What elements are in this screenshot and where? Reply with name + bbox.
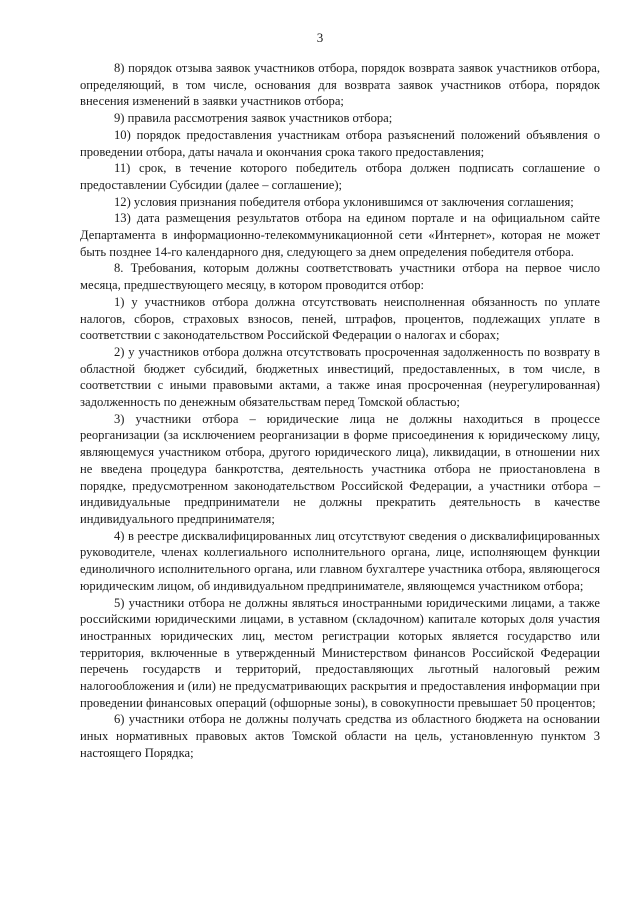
paragraph-requirement-6-other-funds: 6) участники отбора не должны получать средства из областного бюджета на основании иных нормативных правовых актов Томской области на цель, установленную пунктом 3 настоящего Порядка; [80, 712, 600, 760]
paragraph-item-8-withdrawal: 8) порядок отзыва заявок участников отбора, порядок возврата заявок участников отбора, определяющий, в том числе, основания для возврата заявок участников отбора, порядок внесения изменений в заявки участников отбора; [80, 61, 600, 109]
paragraph-item-13-results-date: 13) дата размещения результатов отбора на едином портале и на официальном сайте Департамента в информационно-телекоммуникационной сети «Интернет», которая не может быть позднее 14-го календарного дня, следующего за днем определения победителя отбора. [80, 211, 600, 259]
paragraph-requirement-2-debts: 2) у участников отбора должна отсутствовать просроченная задолженность по возврату в областной бюджет субсидий, бюджетных инвестиций, предоставленных, в том числе, в соответствии с иными правовыми актами, а также иная просроченная (неурегулированная) задолженность по денежным обязательствам перед Томской областью; [80, 344, 600, 410]
page-number: 3 [316, 30, 324, 45]
paragraph-item-9-review-rules: 9) правила рассмотрения заявок участников отбора; [114, 111, 393, 126]
paragraph-requirement-3-reorganization: 3) участники отбора – юридические лица не должны находиться в процессе реорганизации (за исключением реорганизации в форме присоединения к юридическому лицу, являющемуся участником отбора, другого юридического лица), ликвидации, в отношении них не введена процедура банкротства, деятельность участника отбора не приостановлена в порядке, предусмотренном законодательством Российской Федерации, а участники отбора – индивидуальные предприниматели не должны прекратить деятельность в качестве индивидуального предпринимателя; [80, 411, 600, 526]
paragraph-requirement-1-taxes: 1) у участников отбора должна отсутствовать неисполненная обязанность по уплате налогов, сборов, страховых взносов, пеней, штрафов, процентов, подлежащих уплате в соответствии с законодательством Российской Федерации о налогах и сборах; [80, 294, 600, 343]
paragraph-item-10-clarifications: 10) порядок предоставления участникам отбора разъяснений положений объявления о проведении отбора, даты начала и окончания срока такого предоставления; [80, 127, 600, 159]
paragraph-item-12-evasion: 12) условия признания победителя отбора уклонившимся от заключения соглашения; [114, 194, 574, 209]
paragraph-requirement-4-disqualified: 4) в реестре дисквалифицированных лиц отсутствуют сведения о дисквалифицированных руководителе, членах коллегиального исполнительного органа, лице, исполняющем функции единоличного исполнительного органа, или главном бухгалтере участника отбора, являющегося юридическим лицом, об индивидуальном предпринимателе, являющемся участником отбора; [80, 528, 600, 593]
document-body [80, 60, 600, 762]
paragraph-section-8-requirements: 8. Требования, которым должны соответствовать участники отбора на первое число месяца, предшествующего месяцу, в котором проводится отбор: [80, 261, 600, 293]
paragraph-item-11-agreement-term: 11) срок, в течение которого победитель отбора должен подписать соглашение о предоставлении Субсидии (далее – соглашение); [80, 161, 600, 192]
paragraph-requirement-5-foreign: 5) участники отбора не должны являться иностранными юридическими лицами, а также российскими юридическими лицами, в уставном (складочном) капитале которых доля участия иностранных юридических лиц, местом регистрации которых является государство или территория, включенные в утвержденный Министерством финансов Российской Федерации перечень государств и территорий, предоставляющих льготный налоговый режим налогообложения и (или) не предусматривающих раскрытия и предоставления информации при проведении финансовых операций (офшорные зоны), в совокупности превышает 50 процентов; [80, 595, 600, 710]
